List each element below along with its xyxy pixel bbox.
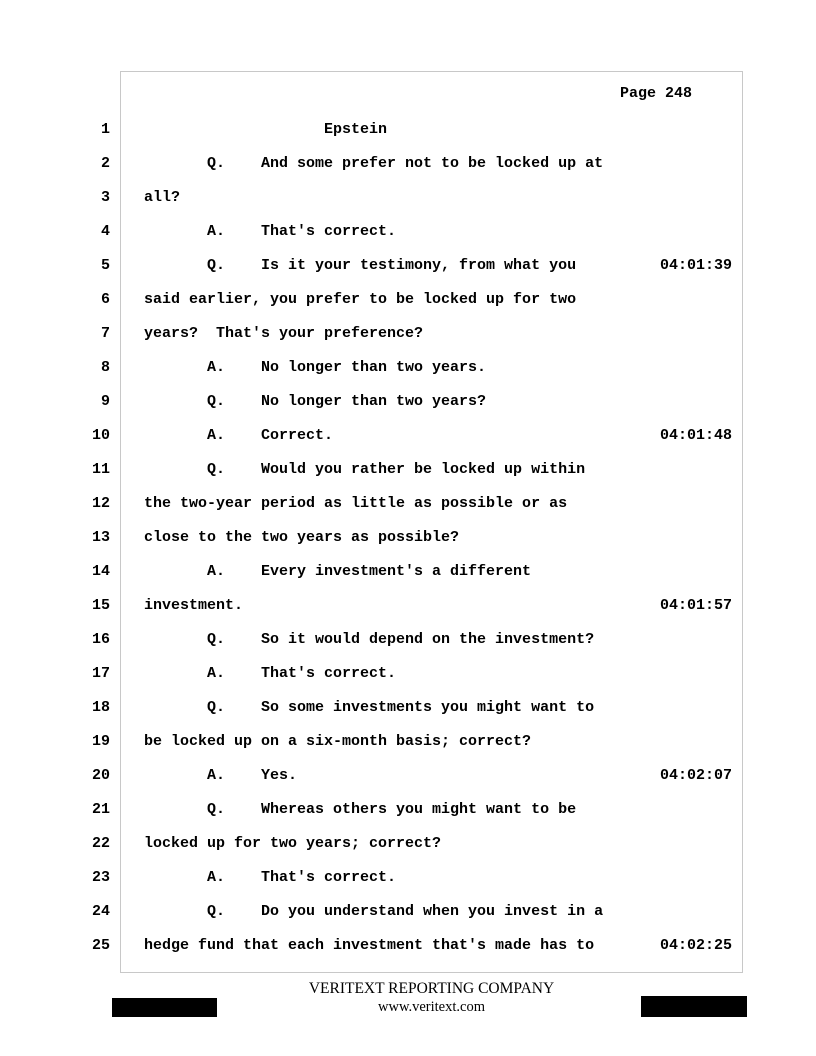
line-text: said earlier, you prefer to be locked up for two (144, 291, 577, 308)
line-number: 15 (91, 597, 110, 614)
line-number: 4 (100, 223, 110, 240)
line-text: A. Correct. (144, 427, 334, 444)
line-number: 5 (100, 257, 110, 274)
line-text: be locked up on a six-month basis; correct? (144, 733, 532, 750)
line-text: Q. Whereas others you might want to be (144, 801, 577, 818)
line-number: 24 (91, 903, 110, 920)
transcript-line (0, 154, 816, 174)
line-number: 21 (91, 801, 110, 818)
redaction-bar-left (112, 998, 217, 1017)
line-text: investment. (144, 597, 244, 614)
line-text: A. That's correct. (144, 223, 397, 240)
line-number: 17 (91, 665, 110, 682)
line-text: Q. Would you rather be locked up within (144, 461, 586, 478)
transcript-line (0, 630, 816, 650)
transcript-line (0, 358, 816, 378)
line-number: 9 (100, 393, 110, 410)
line-number: 14 (91, 563, 110, 580)
transcript-line (0, 766, 816, 786)
line-number: 2 (100, 155, 110, 172)
line-text: A. Every investment's a different (144, 563, 532, 580)
transcript-line (0, 256, 816, 276)
line-number: 23 (91, 869, 110, 886)
line-number: 8 (100, 359, 110, 376)
line-number: 11 (91, 461, 110, 478)
line-number: 10 (91, 427, 110, 444)
line-number: 12 (91, 495, 110, 512)
line-number: 6 (100, 291, 110, 308)
transcript-line (0, 392, 816, 412)
timestamp: 04:01:48 (660, 427, 733, 444)
line-text: years? That's your preference? (144, 325, 424, 342)
transcript-line (0, 936, 816, 956)
line-text: Epstein (144, 121, 388, 138)
line-number: 7 (100, 325, 110, 342)
line-text: hedge fund that each investment that's made has to (144, 937, 595, 954)
line-text: Q. Is it your testimony, from what you (144, 257, 577, 274)
timestamp: 04:01:39 (660, 257, 733, 274)
timestamp: 04:01:57 (660, 597, 733, 614)
transcript-line (0, 188, 816, 208)
transcript-line (0, 562, 816, 582)
line-number: 19 (91, 733, 110, 750)
line-text: A. No longer than two years. (144, 359, 487, 376)
transcript-line (0, 426, 816, 446)
line-text: Q. So it would depend on the investment? (144, 631, 595, 648)
line-number: 13 (91, 529, 110, 546)
footer-url: www.veritext.com (378, 999, 485, 1015)
transcript-line (0, 664, 816, 684)
transcript-line (0, 902, 816, 922)
line-number: 3 (100, 189, 110, 206)
footer-company: VERITEXT REPORTING COMPANY (308, 980, 555, 997)
transcript-line (0, 460, 816, 480)
line-text: Q. No longer than two years? (144, 393, 487, 410)
line-text: close to the two years as possible? (144, 529, 460, 546)
line-text: A. Yes. (144, 767, 298, 784)
line-text: all? (144, 189, 181, 206)
line-text: Q. So some investments you might want to (144, 699, 595, 716)
timestamp: 04:02:25 (660, 937, 733, 954)
transcript-line (0, 698, 816, 718)
line-number: 18 (91, 699, 110, 716)
redaction-bar-right (641, 996, 747, 1017)
transcript-line (0, 528, 816, 548)
transcript-line (0, 290, 816, 310)
line-number: 20 (91, 767, 110, 784)
transcript-line (0, 596, 816, 616)
transcript-line (0, 868, 816, 888)
page-number: Page 248 (620, 85, 693, 102)
transcript-line (0, 732, 816, 752)
line-text: A. That's correct. (144, 665, 397, 682)
transcript-line (0, 222, 816, 242)
line-text: locked up for two years; correct? (144, 835, 442, 852)
line-number: 22 (91, 835, 110, 852)
transcript-line (0, 120, 816, 140)
transcript-line (0, 834, 816, 854)
line-number: 16 (91, 631, 110, 648)
transcript-line (0, 324, 816, 344)
timestamp: 04:02:07 (660, 767, 733, 784)
transcript-line (0, 494, 816, 514)
line-text: Q. And some prefer not to be locked up at (144, 155, 604, 172)
line-text: the two-year period as little as possible or as (144, 495, 568, 512)
line-text: Q. Do you understand when you invest in a (144, 903, 604, 920)
line-number: 25 (91, 937, 110, 954)
line-number: 1 (100, 121, 110, 138)
line-text: A. That's correct. (144, 869, 397, 886)
transcript-line (0, 800, 816, 820)
